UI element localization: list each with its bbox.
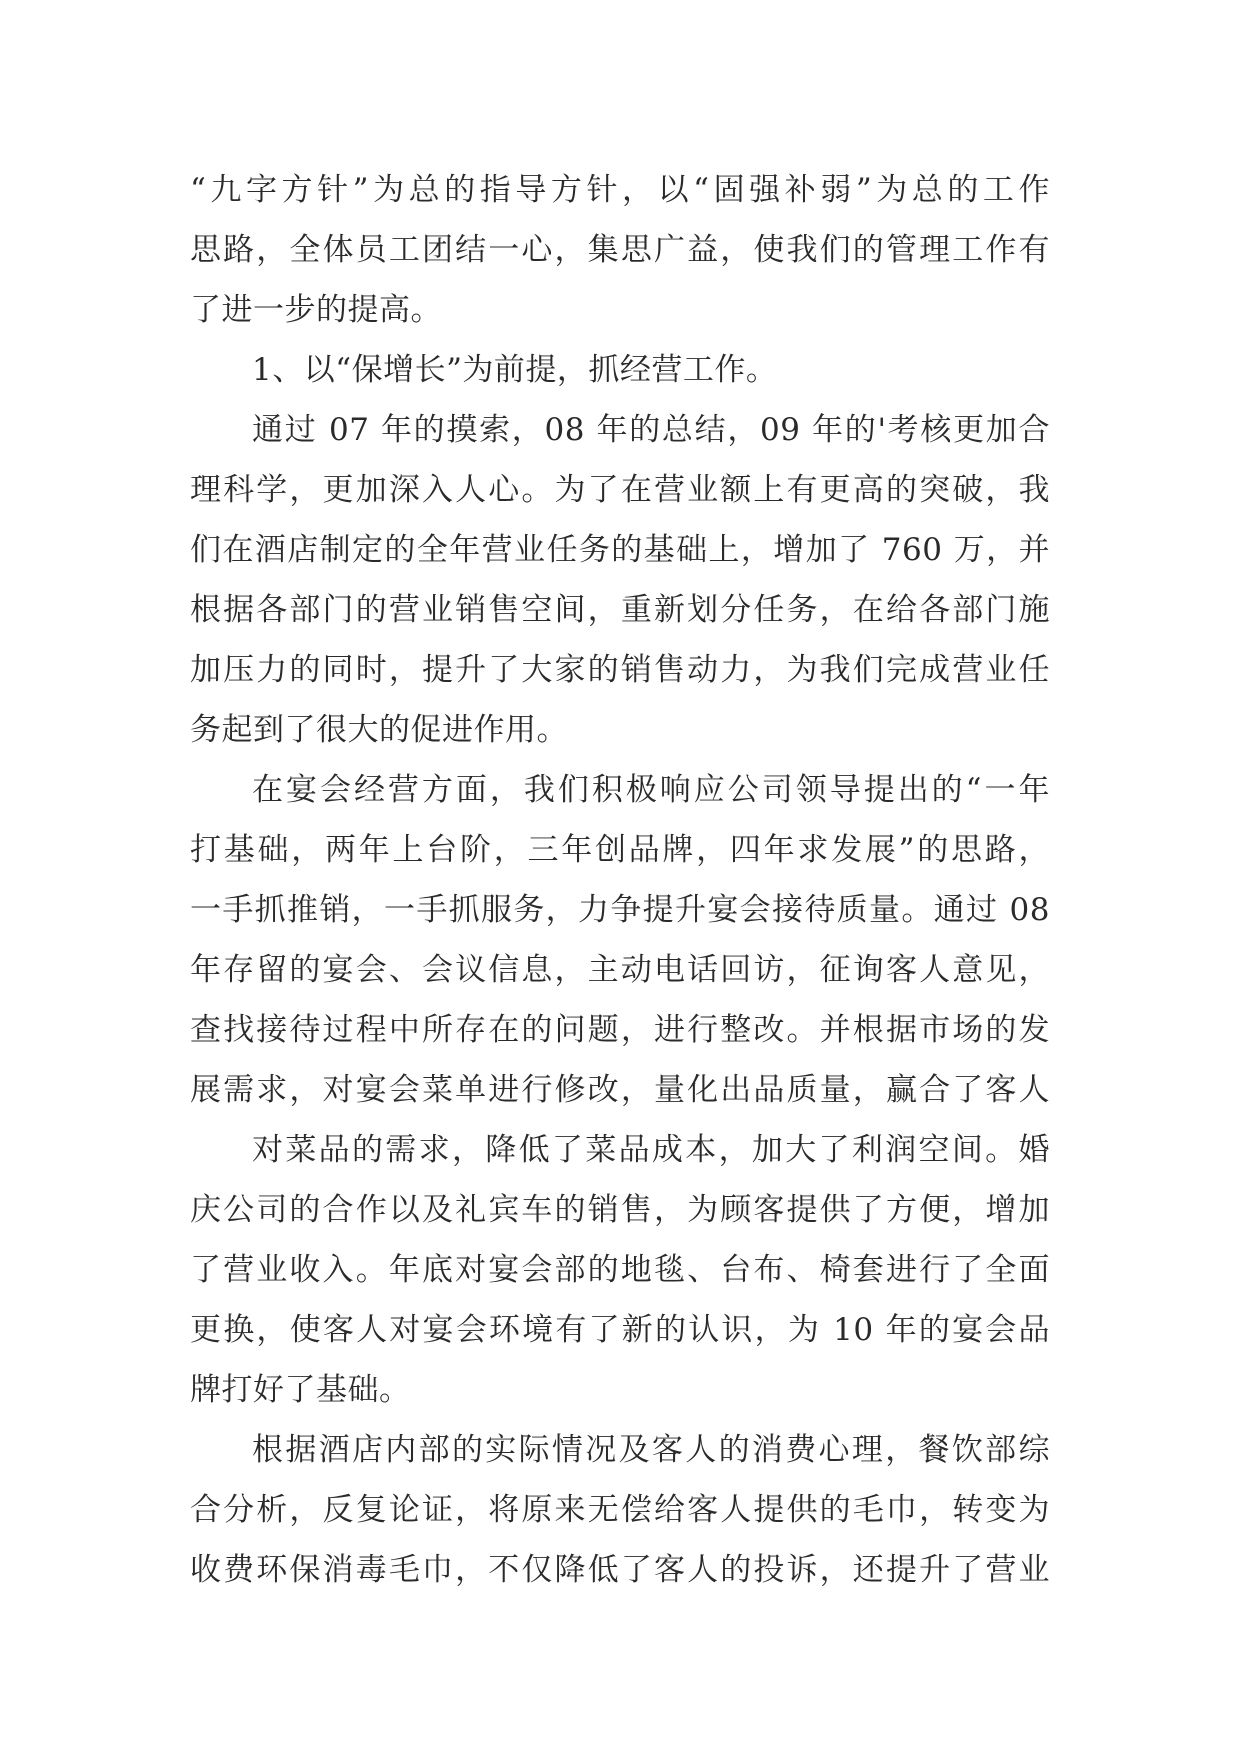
text-line: 合分析，反复论证，将原来无偿给客人提供的毛巾，转变为 — [190, 1492, 1050, 1528]
text-line: 更换，使客人对宴会环境有了新的认识，为 10 年的宴会品 — [190, 1312, 1050, 1348]
text-line: 庆公司的合作以及礼宾车的销售，为顾客提供了方便，增加 — [190, 1192, 1050, 1228]
text-line: “九字方针”为总的指导方针，以“固强补弱”为总的工作 — [190, 172, 1050, 208]
text-line: 牌打好了基础。 — [190, 1372, 411, 1408]
text-line: 查找接待过程中所存在的问题，进行整改。并根据市场的发 — [190, 1012, 1050, 1048]
section-heading: 1、以“保增长”为前提，抓经营工作。 — [252, 352, 778, 388]
text-line: 一手抓推销，一手抓服务，力争提升宴会接待质量。通过 08 — [190, 892, 1050, 928]
text-line: 务起到了很大的促进作用。 — [190, 712, 568, 748]
text-line: 年存留的宴会、会议信息，主动电话回访，征询客人意见， — [190, 952, 1050, 988]
text-line: 根据各部门的营业销售空间，重新划分任务，在给各部门施 — [190, 592, 1050, 628]
document-body — [190, 160, 1050, 1600]
text-line: 了营业收入。年底对宴会部的地毯、台布、椅套进行了全面 — [190, 1252, 1050, 1288]
text-line: 通过 07 年的摸索，08 年的总结，09 年的'考核更加合 — [252, 412, 1050, 448]
text-line: 对菜品的需求，降低了菜品成本，加大了利润空间。婚 — [252, 1132, 1050, 1168]
text-line: 展需求，对宴会菜单进行修改，量化出品质量，赢合了客人 — [190, 1072, 1050, 1108]
text-line: 根据酒店内部的实际情况及客人的消费心理，餐饮部综 — [252, 1432, 1050, 1468]
text-line: 在宴会经营方面，我们积极响应公司领导提出的“一年 — [252, 772, 1050, 808]
text-line: 收费环保消毒毛巾，不仅降低了客人的投诉，还提升了营业 — [190, 1552, 1050, 1588]
text-line: 加压力的同时，提升了大家的销售动力，为我们完成营业任 — [190, 652, 1050, 688]
text-line: 了进一步的提高。 — [190, 292, 442, 328]
text-line: 们在酒店制定的全年营业任务的基础上，增加了 760 万，并 — [190, 532, 1050, 568]
text-line: 理科学，更加深入人心。为了在营业额上有更高的突破，我 — [190, 472, 1050, 508]
text-line: 打基础，两年上台阶，三年创品牌，四年求发展”的思路， — [190, 832, 1050, 868]
text-line: 思路，全体员工团结一心，集思广益，使我们的管理工作有 — [190, 232, 1050, 268]
